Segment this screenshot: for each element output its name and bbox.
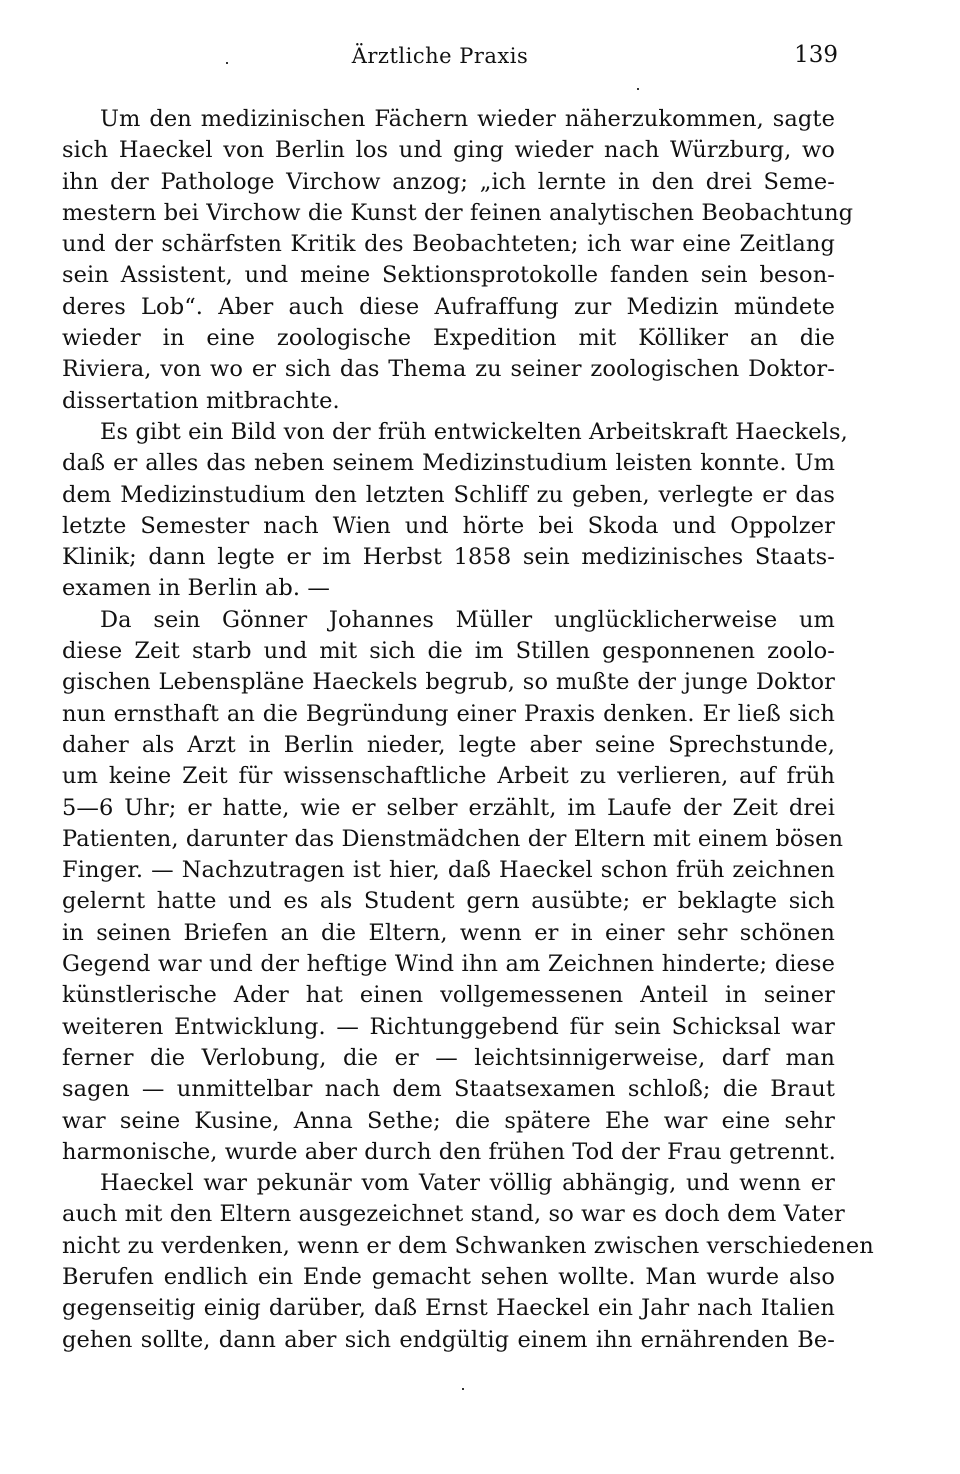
text-line: diese Zeit starb und mit sich die im Stillen gesponnenen zoolo- — [62, 638, 835, 665]
text-line: gischen Lebenspläne Haeckels begrub, so mußte der junge Doktor — [62, 669, 835, 696]
text-line: gelernt hatte und es als Student gern ausübte; er beklagte sich — [62, 888, 835, 915]
text-line: harmonische, wurde aber durch den frühen Tod der Frau getrennt. — [62, 1138, 836, 1165]
text-line: Berufen endlich ein Ende gemacht sehen wollte. Man wurde also — [62, 1263, 835, 1290]
text-line: deres Lob“. Aber auch diese Aufraffung zur Medizin mündete — [62, 293, 835, 320]
page-header — [0, 40, 960, 74]
text-line: letzte Semester nach Wien und hörte bei Skoda und Oppolzer — [62, 512, 835, 539]
text-line: Finger. — Nachzutragen ist hier, daß Haeckel schon früh zeichnen — [62, 857, 835, 884]
text-line: nun ernsthaft an die Begründung einer Praxis denken. Er ließ sich — [62, 700, 835, 727]
text-line: in seinen Briefen an die Eltern, wenn er in einer sehr schönen — [62, 919, 835, 946]
text-line: 5—6 Uhr; er hatte, wie er selber erzählt, im Laufe der Zeit drei — [62, 794, 835, 821]
text-line: dissertation mitbrachte. — [62, 387, 340, 414]
text-line: sein Assistent, und meine Sektionsprotokolle fanden sein beson- — [62, 262, 835, 289]
text-line: dem Medizinstudium den letzten Schliff zu geben, verlegte er das — [62, 481, 835, 508]
text-line: Um den medizinischen Fächern wieder näherzukommen, sagte — [100, 106, 835, 132]
text-line: mestern bei Virchow die Kunst der feinen analytischen Beobachtung — [62, 199, 854, 226]
text-line: weiteren Entwicklung. — Richtunggebend für sein Schicksal war — [62, 1013, 835, 1040]
text-line: war seine Kusine, Anna Sethe; die spätere Ehe war eine sehr — [62, 1107, 835, 1134]
text-line: ihn der Pathologe Virchow anzog; „ich lernte in den drei Seme- — [62, 168, 835, 195]
print-speck — [226, 62, 228, 64]
text-line: Haeckel war pekunär vom Vater völlig abhängig, und wenn er — [100, 1170, 835, 1197]
text-line: um keine Zeit für wissenschaftliche Arbeit zu verlieren, auf früh — [62, 763, 835, 790]
print-speck — [637, 88, 639, 90]
text-line: examen in Berlin ab. — — [62, 575, 331, 602]
text-line: Riviera, von wo er sich das Thema zu seiner zoologischen Doktor- — [62, 356, 835, 383]
print-speck — [462, 1388, 464, 1390]
page-number: 139 — [794, 42, 838, 68]
text-line: wieder in eine zoologische Expedition mit Kölliker an die — [62, 325, 835, 352]
text-line: daher als Arzt in Berlin nieder, legte aber seine Sprechstunde, — [62, 731, 835, 758]
text-line: nicht zu verdenken, wenn er dem Schwanken zwischen verschiedenen — [62, 1232, 874, 1259]
text-line: ferner die Verlobung, die er — leichtsinnigerweise, darf man — [62, 1044, 835, 1071]
body-text — [62, 104, 874, 1356]
text-line: gegenseitig einig darüber, daß Ernst Haeckel ein Jahr nach Italien — [62, 1295, 835, 1322]
text-line: künstlerische Ader hat einen vollgemessenen Anteil in seiner — [62, 982, 835, 1009]
running-title: Ärztliche Praxis — [351, 44, 529, 68]
text-line: Da sein Gönner Johannes Müller unglücklicherweise um — [100, 606, 835, 633]
text-line: sich Haeckel von Berlin los und ging wieder nach Würzburg, wo — [62, 137, 835, 164]
text-line: Klinik; dann legte er im Herbst 1858 sein medizinisches Staats- — [62, 544, 835, 571]
text-line: gehen sollte, dann aber sich endgültig einem ihn ernährenden Be- — [62, 1326, 835, 1353]
text-line: Es gibt ein Bild von der früh entwickelten Arbeitskraft Haeckels, — [100, 418, 848, 445]
text-line: Gegend war und der heftige Wind ihn am Zeichnen hinderte; diese — [62, 951, 835, 978]
text-line: und der schärfsten Kritik des Beobachteten; ich war eine Zeitlang — [62, 231, 835, 258]
text-line: Patienten, darunter das Dienstmädchen der Eltern mit einem bösen — [62, 825, 844, 852]
text-line: sagen — unmittelbar nach dem Staatsexamen schloß; die Braut — [62, 1076, 835, 1103]
text-line: daß er alles das neben seinem Medizinstudium leisten konnte. Um — [62, 450, 835, 477]
text-line: auch mit den Eltern ausgezeichnet stand, so war es doch dem Vater — [62, 1201, 845, 1228]
